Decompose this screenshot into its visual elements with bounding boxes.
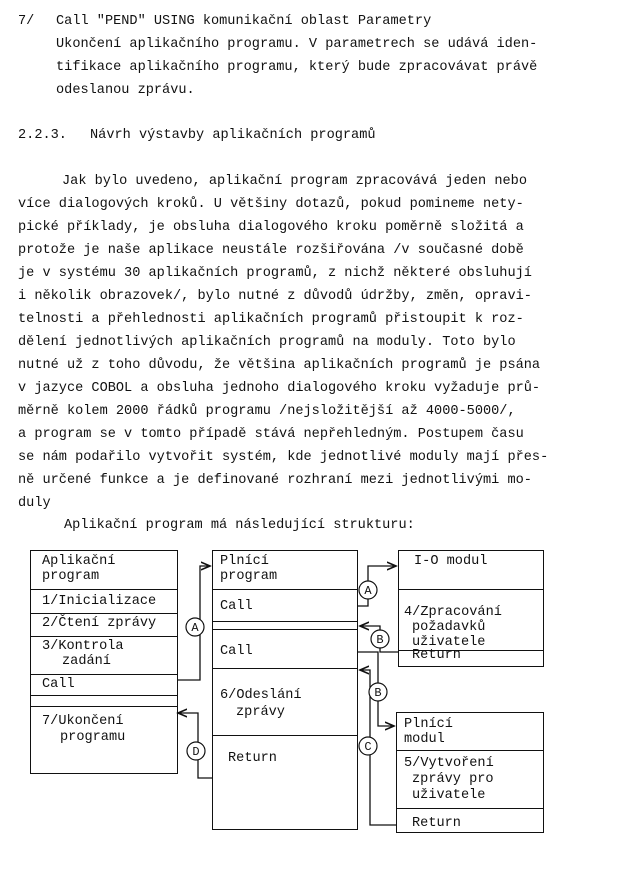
io-module-title: I-O modul (414, 554, 488, 569)
intro-line-4: odeslanou zprávu. (56, 83, 195, 98)
main-program-divider-3 (30, 636, 178, 637)
paragraph-line: a program se v tomto případě stává nepřehledným. Postupem času (18, 427, 524, 442)
label-a-main: A (191, 621, 199, 635)
section-title: Návrh výstavby aplikačních programů (90, 128, 376, 143)
main-program-divider-4 (30, 674, 178, 675)
paragraph-line: je v systému 30 aplikačních programů, z nichž některé obsluhují (18, 266, 532, 281)
fill-program-title-1: Plnící (220, 554, 269, 569)
fill-module-divider-2 (396, 808, 544, 809)
paragraph-line: dělení jednotlivých aplikačních programů na moduly. Toto bylo (18, 335, 516, 350)
fill-program-divider-4 (212, 668, 358, 669)
main-step-7-line-1: 7/Ukončení (42, 714, 124, 729)
paragraph-line: v jazyce COBOL a obsluha jednoho dialogového kroku vyžaduje prů- (18, 381, 541, 396)
label-b-io: B (376, 633, 384, 647)
io-return: Return (412, 648, 461, 663)
fill-module-title-1: Plnící (404, 717, 453, 732)
paragraph-line: duly (18, 496, 51, 511)
intro-line-2: Ukončení aplikačního programu. V parametrech se udává iden- (56, 37, 538, 52)
fill-call-2: Call (220, 644, 253, 659)
fill-module-title-2: modul (404, 732, 445, 747)
io-step-4-line-1: 4/Zpracování (404, 605, 502, 620)
fill-call-1: Call (220, 599, 253, 614)
intro-line-1: Call "PEND" USING komunikační oblast Parametry (56, 14, 432, 29)
label-d: D (192, 745, 200, 759)
io-step-4-line-2: požadavků (412, 620, 486, 635)
diagram-caption: Aplikační program má následující strukturu: (64, 518, 415, 533)
fill-module-divider-1 (396, 750, 544, 751)
paragraph-line: nutné už z toho důvodu, že většina aplikačních programů je psána (18, 358, 541, 373)
fill-step-5-line-1: 5/Vytvoření (404, 756, 494, 771)
fill-program-divider-2 (212, 621, 358, 622)
main-program-title-1: Aplikační (42, 554, 116, 569)
paragraph-line: Jak bylo uvedeno, aplikační program zpracovává jeden nebo (62, 174, 527, 189)
main-step-1: 1/Inicializace (42, 594, 157, 609)
main-program-divider-5 (30, 695, 178, 696)
main-step-3-line-2: zadání (62, 654, 111, 669)
section-number: 2.2.3. (18, 128, 67, 143)
main-program-divider-1 (30, 589, 178, 590)
fill-program-divider-5 (212, 735, 358, 736)
paragraph-line: protože je naše aplikace neustále rozšiřována /v současné době (18, 243, 524, 258)
main-program-divider-2 (30, 613, 178, 614)
paragraph-line: telnosti a přehlednosti aplikačních programů přistoupit k roz- (18, 312, 524, 327)
fill-step-6-line-2: zprávy (236, 705, 285, 720)
paragraph-line: ně určené funkce a je definované rozhraní mezi jednotlivými mo- (18, 473, 532, 488)
label-a-io: A (364, 584, 372, 598)
main-program-divider-6 (30, 706, 178, 707)
intro-line-3: tifikace aplikačního programu, který bude zpracovávat právě (56, 60, 538, 75)
main-step-7-line-2: programu (60, 730, 126, 745)
paragraph-line: měrně kolem 2000 řádků programu /nejsložitější až 4000-5000/, (18, 404, 516, 419)
paragraph-line: i několik obrazovek/, bylo nutné z důvodů údržby, změn, opravi- (18, 289, 532, 304)
main-step-2: 2/Čtení zprávy (42, 616, 157, 631)
io-module-divider-1 (398, 589, 544, 590)
io-step-4-line-3: uživatele (412, 635, 486, 650)
label-c: C (364, 740, 372, 754)
fill-program-divider-3 (212, 629, 358, 630)
main-call: Call (42, 677, 75, 692)
label-b-fill: B (374, 686, 382, 700)
fill-return: Return (228, 751, 277, 766)
paragraph-line: více dialogových kroků. U většiny dotazů, pokud pomineme nety- (18, 197, 524, 212)
fill-step-5-line-3: uživatele (412, 788, 486, 803)
fill-module-return: Return (412, 816, 461, 831)
main-step-3-line-1: 3/Kontrola (42, 639, 124, 654)
paragraph-line: pické příklady, je obsluha dialogového kroku poměrně složitá a (18, 220, 524, 235)
fill-program-divider-1 (212, 589, 358, 590)
fill-step-5-line-2: zprávy pro (412, 772, 494, 787)
fill-program-title-2: program (220, 569, 278, 584)
item-number: 7/ (18, 14, 35, 29)
paragraph-line: se nám podařilo vytvořit systém, kde jednotlivé moduly mají přes- (18, 450, 549, 465)
main-program-title-2: program (42, 569, 100, 584)
fill-step-6-line-1: 6/Odeslání (220, 688, 302, 703)
